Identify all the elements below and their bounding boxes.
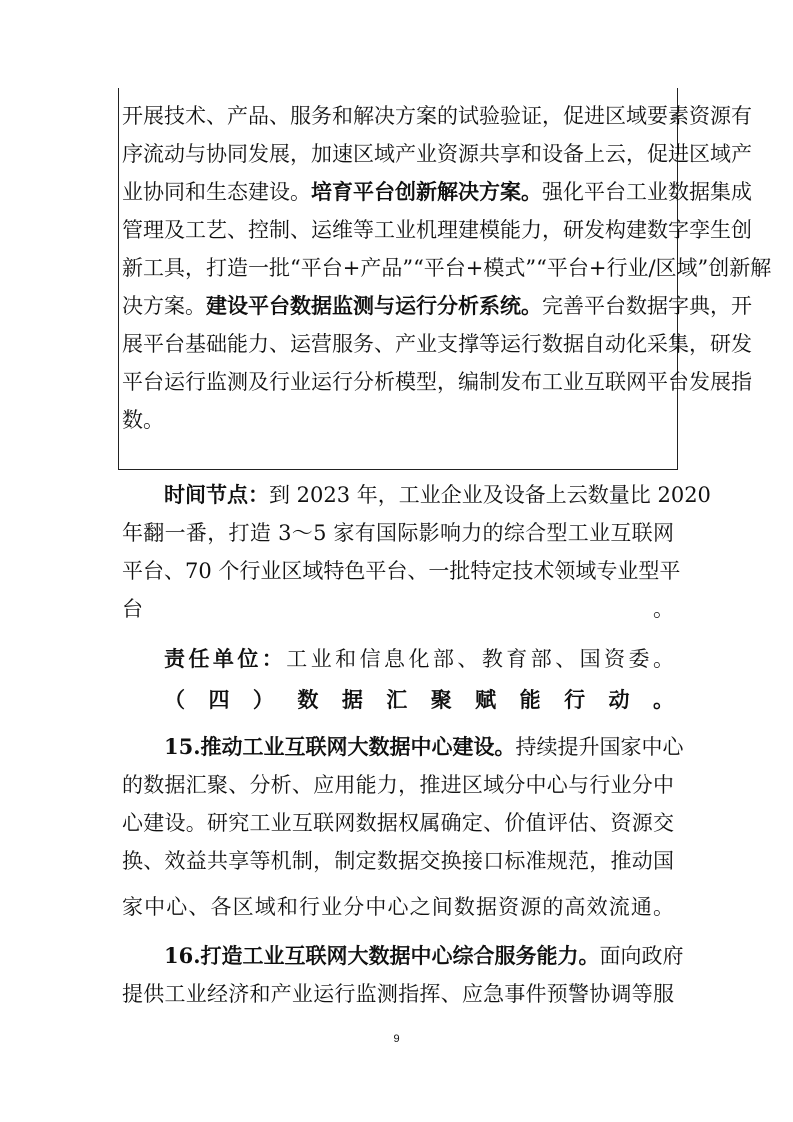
item-15-title: 15.推动工业互联网大数据中心建设。: [164, 734, 516, 759]
body-line-13: 提供工业经济和产业运行监测指挥、应急事件预警协调等服: [122, 982, 674, 1006]
page-number: 9: [393, 1033, 400, 1045]
body-line-8: 的数据汇聚、分析、应用能力，推进区域分中心与行业分中: [122, 773, 674, 797]
time-node-label: 时间节点：: [164, 482, 269, 507]
body-line-9: 心建设。研究工业互联网数据权属确定、价值评估、资源交: [122, 811, 674, 835]
item-16-heading-line: 16.打造工业互联网大数据中心综合服务能力。面向政府: [164, 943, 684, 968]
box-line-2: 序流动与协同发展，加速区域产业资源共享和设备上云，促进区域产: [122, 142, 752, 166]
body-line-4: 台。: [122, 597, 674, 621]
box-line-8: 平台运行监测及行业运行分析模型，编制发布工业互联网平台发展指: [122, 370, 752, 394]
box-bold-heading-1: 培育平台创新解决方案。: [311, 179, 542, 204]
section-heading: （四）数据汇聚赋能行动。: [164, 687, 674, 712]
body-line-3: 平台、70 个行业区域特色平台、一批特定技术领域专业型平: [122, 559, 681, 583]
box-line-4: 管理及工艺、控制、运维等工业机理建模能力，研发构建数字孪生创: [122, 218, 752, 242]
box-line-5: 新工具，打造一批“平台+产品”“平台+模式”“平台+行业/区域”创新解: [122, 256, 772, 280]
box-line-1: 开展技术、产品、服务和解决方案的试验验证，促进区域要素资源有: [122, 104, 752, 128]
body-line-2: 年翻一番，打造 3～5 家有国际影响力的综合型工业互联网: [122, 521, 674, 545]
item-15-heading-line: 15.推动工业互联网大数据中心建设。持续提升国家中心: [164, 734, 684, 759]
responsible-unit-label: 责任单位：: [164, 646, 287, 671]
box-line-3: 业协同和生态建设。培育平台创新解决方案。强化平台工业数据集成: [122, 179, 752, 204]
box-bold-heading-2: 建设平台数据监测与运行分析系统。: [206, 293, 542, 318]
body-line-10: 换、效益共享等机制，制定数据交换接口标准规范，推动国: [122, 849, 674, 873]
time-node-line: 时间节点：到 2023 年，工业企业及设备上云数量比 2020: [164, 482, 711, 507]
body-line-11: 家中心、各区域和行业分中心之间数据资源的高效流通。: [122, 895, 674, 919]
responsible-unit-line: 责任单位：工业和信息化部、教育部、国资委。: [164, 646, 674, 671]
item-16-title: 16.打造工业互联网大数据中心综合服务能力。: [164, 943, 600, 968]
box-line-7: 展平台基础能力、运营服务、产业支撑等运行数据自动化采集，研发: [122, 332, 752, 356]
box-line-6: 决方案。建设平台数据监测与运行分析系统。完善平台数据字典，开: [122, 293, 752, 318]
box-line-9: 数。: [122, 408, 164, 432]
